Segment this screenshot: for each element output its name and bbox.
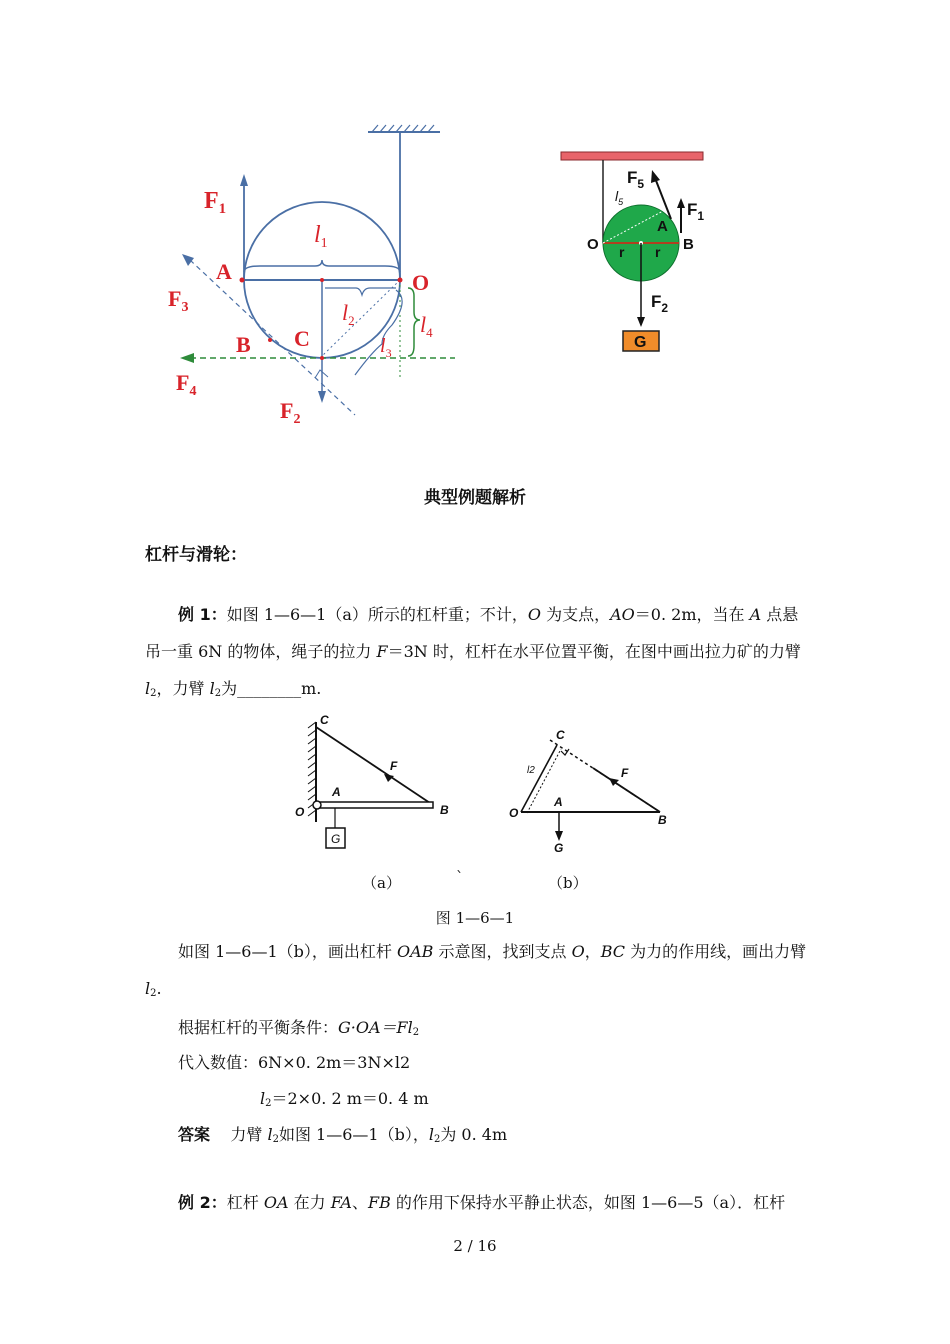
label-l3: $l_3$	[380, 335, 392, 360]
heading-lever-pulley: 杠杆与滑轮：	[145, 545, 247, 565]
pulley-label-r1: r	[619, 244, 625, 260]
solution-paragraph: 如图 1—6—1（b），画出杠杆 OAB 示意图，找到支点 O，BC 为力的作用线，画出力臂 $l_2$.	[145, 942, 807, 999]
fig-a-B: B	[440, 803, 449, 817]
fig-b-G: G	[554, 841, 564, 855]
label-A: A	[216, 259, 232, 284]
pulley-label-r2: r	[655, 244, 661, 260]
fig-b-A: A	[554, 795, 563, 809]
section-title: 典型例题解析	[424, 488, 526, 508]
label-C: C	[294, 326, 310, 351]
fig-b-B: B	[658, 813, 667, 827]
result-line: $l_2=2\times 0$. 2 m＝0. 4 m	[260, 1089, 429, 1109]
label-B: B	[236, 332, 251, 357]
caption-stray: `	[456, 868, 464, 886]
fig-b-C: C	[556, 728, 565, 742]
fig-a-F: F	[390, 759, 398, 773]
balance-condition: 根据杠杆的平衡条件：$G\cdot OA=Fl_2$	[178, 1018, 420, 1038]
substitute-values: 代入数值：6N×0. 2m＝3N×l2	[178, 1053, 411, 1072]
label-l4: $l_4$	[420, 312, 433, 340]
fig-b-l2: l2	[527, 765, 535, 776]
answer-label: 答案	[178, 1125, 211, 1144]
pulley-label-F2: $F_2$	[651, 292, 669, 315]
pulley-label-B: B	[683, 236, 694, 253]
fig-b-O: O	[509, 806, 519, 820]
pulley-label-F1: $F_1$	[687, 200, 705, 223]
pulley-label-O: O	[587, 236, 599, 253]
weight-G: G	[634, 334, 647, 351]
label-F1: $F_1$	[204, 188, 227, 217]
caption-b: （b）	[548, 874, 588, 892]
label-l2: $l_2$	[342, 300, 355, 328]
example2-text: 例 2：杠杆 OA 在力 FA、FB 的作用下保持水平静止状态，如图 1—6—5（a）．杠杆	[178, 1193, 786, 1212]
fig-a-O: O	[295, 805, 305, 819]
example2-label: 例 2	[178, 1193, 211, 1212]
fig-a-G: G	[331, 832, 341, 846]
answer-line: 答案 力臂 $l_2$如图 1—6—1（b），$l_2$为 0. 4m	[178, 1125, 508, 1145]
fig-b-F: F	[621, 766, 629, 780]
label-O: O	[412, 270, 430, 295]
label-l1: $l_1$	[314, 222, 328, 251]
pulley-label-A: A	[657, 218, 668, 235]
example1-label: 例 1	[178, 605, 211, 624]
figure-1-6-1-b	[505, 725, 675, 860]
fig-a-A: A	[332, 785, 341, 799]
fig-a-C: C	[320, 713, 329, 727]
figure-caption: 图 1—6—1	[435, 909, 515, 927]
label-F3: $F_3$	[168, 286, 189, 315]
caption-a: （a）	[362, 874, 401, 892]
pulley-label-l5: $l_5$	[615, 188, 624, 207]
pulley-label-F5: $F_5$	[627, 168, 645, 191]
page-number: 2 / 16	[453, 1237, 497, 1255]
label-F2: $F_2$	[280, 398, 301, 427]
pulley-diagram	[555, 145, 715, 360]
figure-1-6-1-a	[290, 712, 460, 857]
example1-text: 例 1：如图 1—6—1（a）所示的杠杆重；不计，O 为支点，AO＝0. 2m，当在 A 点悬吊一重 6N 的物体，绳子的拉力 F＝3N 时，杠杆在水平位置平衡，在图中画出拉力矿的力臂 $l_2$，力臂 $l_2$为________m.	[145, 605, 801, 699]
label-F4: $F_4$	[176, 370, 197, 399]
lever-circle-diagram	[160, 120, 460, 430]
